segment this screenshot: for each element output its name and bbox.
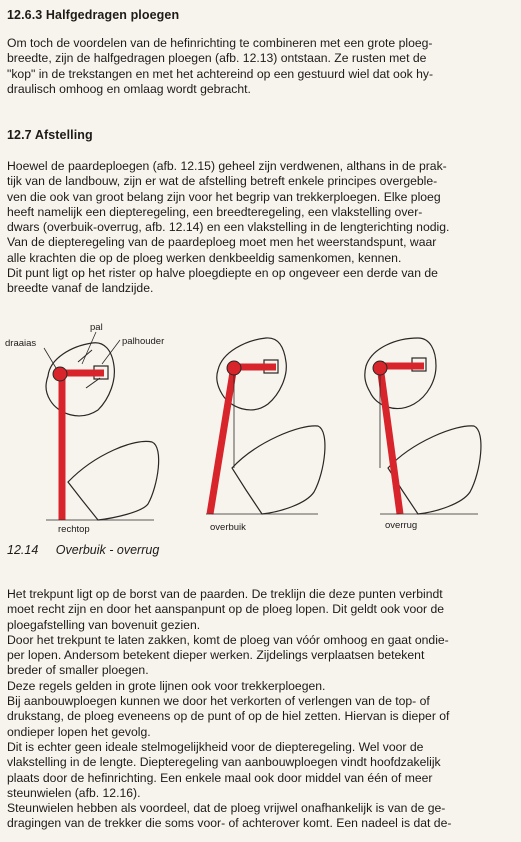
text-line: ploegafstelling van bovenuit gezien. — [7, 617, 201, 632]
paragraph-trekpunt — [7, 587, 512, 832]
leader-pal — [82, 332, 96, 364]
label-overrug: overrug — [385, 520, 418, 531]
text-line: Van de diepteregeling van de paardeploeg moet men het weerstandspunt, waar — [7, 235, 437, 250]
text-line: breedte vanaf de landzijde. — [7, 281, 154, 296]
text-line: ondieper lopen het gevolg. — [7, 724, 151, 739]
stand-bar — [210, 366, 234, 514]
plough-body-outline — [388, 426, 481, 514]
plough-overrug — [365, 338, 481, 514]
caption-number: 12.14 — [7, 543, 39, 557]
plough-rechtop — [44, 332, 159, 520]
text-line: per lopen. Andersom betekent dieper werken. Zijdelings verplaatsen betekent — [7, 648, 425, 663]
text-line: steunwielen (afb. 12.16). — [7, 785, 141, 800]
paragraph-afstelling — [7, 159, 512, 297]
label-pal: pal — [90, 322, 103, 333]
figure-12-14-diagram — [0, 318, 521, 546]
text-line: breedte, zijn de halfgedragen ploegen (afb. 12.13) ontstaan. Ze rusten met de — [7, 51, 427, 66]
pivot-dot — [227, 361, 241, 375]
section-heading-12-7: 12.7 Afstelling — [7, 128, 93, 142]
text-line: drukstang, de ploeg eveneens op de punt of op de hiel zetten. Hiervan is dieper of — [7, 709, 450, 724]
plough-body-outline — [68, 441, 159, 520]
pivot-dot — [373, 361, 387, 375]
text-line: ven die ook van groot belang zijn voor het begrip van trekkerploegen. Elke ploeg — [7, 189, 441, 204]
pal-slot — [78, 350, 100, 388]
text-line: Door het trekpunt te laten zakken, komt de ploeg van vóór omhoog en gaat ondie- — [7, 632, 449, 647]
section-heading-12-6-3: 12.6.3 Halfgedragen ploegen — [7, 8, 180, 22]
text-line: "kop" in de trekstangen en met het achtereind op een gestuurd wiel dat ook hy- — [7, 66, 434, 81]
text-line: Dit is echter geen ideale stelmogelijkheid voor de diepteregeling. Wel voor de — [7, 739, 424, 754]
label-rechtop: rechtop — [58, 524, 90, 535]
text-line: Deze regels gelden in grote lijnen ook voor trekkerploegen. — [7, 678, 326, 693]
text-line: heeft namelijk een diepteregeling, een breedteregeling, een vlakstelling over- — [7, 204, 423, 219]
text-line: dwars (overbuik-overrug, afb. 12.14) en een vlakstelling in de lengterichting nodig. — [7, 220, 450, 235]
caption-text: Overbuik - overrug — [55, 543, 160, 557]
figure-caption — [7, 543, 159, 557]
paragraph-halfgedragen — [7, 36, 512, 97]
label-overbuik: overbuik — [210, 522, 246, 533]
text-line: moet recht zijn en door het aanspanpunt op de ploeg lopen. Dit geldt ook voor de — [7, 602, 445, 617]
leader-draaias — [44, 348, 56, 368]
text-line: Hoewel de paardeploegen (afb. 12.15) geheel zijn verdwenen, althans in de prak- — [7, 159, 447, 173]
text-line: tijk van de landbouw, zijn er wat de afstelling betreft enkele principes overgeble- — [7, 174, 438, 189]
text-line: vlakstelling in de lengte. Diepteregeling van aanbouwploegen vindt hoofdzakelijk — [7, 755, 441, 770]
stand-bar — [380, 366, 400, 514]
plough-body-outline — [232, 426, 325, 514]
text-line: dragingen van de trekker die soms voor- of achterover komt. Een nadeel is dat de- — [7, 816, 452, 831]
text-line: Bij aanbouwploegen kunnen we door het verkorten of verlengen van de top- of — [7, 694, 430, 709]
label-draaias: draaias — [5, 338, 37, 349]
text-line: draulisch omhoog en omlaag wordt gebracht. — [7, 81, 251, 96]
text-line: alle krachten die op de ploeg werken denkbeeldig samenkomen, kennen. — [7, 250, 402, 265]
label-palhouder: palhouder — [122, 336, 165, 347]
plough-overbuik — [206, 338, 325, 514]
text-line: Steunwielen hebben als voordeel, dat de ploeg vrijwel onafhankelijk is van de ge- — [7, 801, 446, 816]
text-line: plaats door de hefinrichting. Een enkele maal ook door middel van één of meer — [7, 770, 433, 785]
text-line: Het trekpunt ligt op de borst van de paarden. De treklijn die deze punten verbindt — [7, 587, 443, 601]
leader-palhouder — [102, 340, 120, 364]
text-line: breder of smaller ploegen. — [7, 663, 149, 678]
text-line: Om toch de voordelen van de hefinrichting te combineren met een grote ploeg- — [7, 36, 433, 50]
pivot-dot — [53, 367, 67, 381]
text-line: Dit punt ligt op het rister op halve ploegdiepte en op ongeveer een derde van de — [7, 266, 438, 281]
